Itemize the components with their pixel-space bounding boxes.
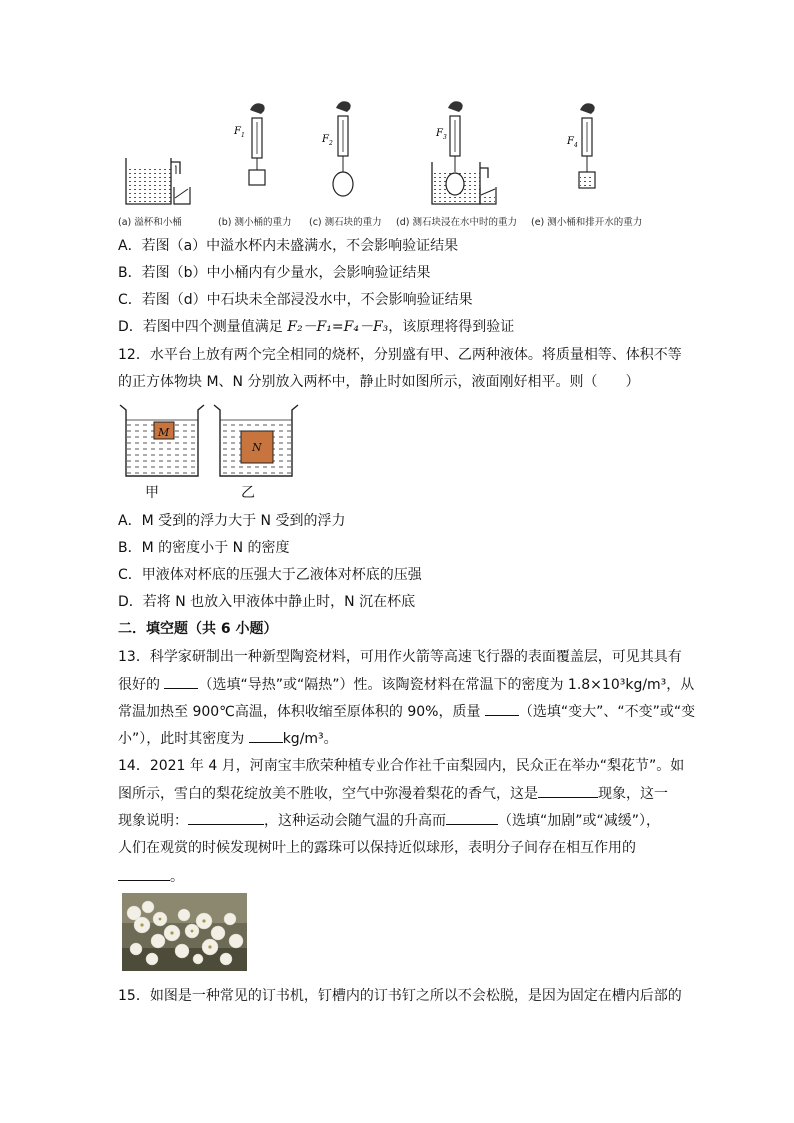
- q14-line5: 。: [118, 866, 184, 887]
- q12-stem-line1: 12．水平台上放有两个完全相同的烧杯，分别盛有甲、乙两种液体。将质量相等、体积不等: [118, 347, 682, 363]
- pear-blossom-photo: [122, 893, 247, 971]
- caption-a: (a) 溢杯和小桶: [118, 217, 182, 228]
- q11-option-c: C．若图（d）中石块未全部浸没水中，不会影响验证结果: [118, 292, 473, 308]
- q13-line3: 常温加热至 900℃高温，体积收缩至原体积的 90%，质量 （选填“变大”、“不变”或“变: [118, 701, 695, 722]
- caption-b: (b) 测小桶的重力: [218, 217, 292, 228]
- section2-title: 二．填空题（共 6 小题）: [118, 621, 278, 637]
- q12-stem-line2: 的正方体物块 M、N 分别放入两杯中，静止时如图所示，液面刚好相平。则（ ）: [118, 374, 640, 390]
- q11-option-d: D．若图中四个测量值满足 F₂－F₁=F₄－F₃，该原理将得到验证: [118, 319, 515, 335]
- spring-scale-b: [233, 103, 265, 185]
- q14-blank-1[interactable]: [538, 783, 598, 798]
- f3-label: F: [436, 128, 443, 139]
- formula: F₂－F₁=F₄－F₃: [287, 319, 389, 335]
- q12-option-d: D．若将 N 也放入甲液体中静止时，N 沉在杯底: [118, 594, 416, 610]
- q12-option-c: C．甲液体对杯底的压强大于乙液体对杯底的压强: [118, 567, 422, 583]
- caption-e: (e) 测小桶和排开水的重力: [531, 217, 643, 228]
- q11-option-b: B．若图（b）中小桶内有少量水，会影响验证结果: [118, 265, 431, 281]
- q13-blank-3[interactable]: [249, 728, 283, 743]
- q13-blank-2[interactable]: [485, 701, 519, 716]
- small-bucket-d: [480, 187, 496, 204]
- spring-scale-c: [321, 101, 353, 196]
- q15-line1: 15．如图是一种常见的订书机，钉槽内的订书钉之所以不会松脱，是因为固定在槽内后部的: [118, 988, 682, 1004]
- caption-c: (c) 测石块的重力: [309, 217, 382, 228]
- q14-blank-3[interactable]: [446, 810, 498, 825]
- q11-option-a: A．若图（a）中溢水杯内未盛满水，不会影响验证结果: [118, 238, 459, 254]
- f2-label: F: [322, 134, 329, 145]
- svg-text:1: 1: [241, 132, 245, 139]
- beaker-jia: [120, 405, 204, 476]
- svg-text:3: 3: [443, 134, 447, 141]
- q11-experiment-figure: [118, 96, 658, 212]
- spring-scale-d: [435, 101, 463, 172]
- beaker-yi: [214, 405, 298, 476]
- overflow-cup: [126, 158, 180, 204]
- q14-blank-2[interactable]: [188, 810, 264, 825]
- spring-scale-e: [566, 103, 595, 188]
- small-bucket-a: [174, 187, 190, 204]
- block-m-label: M: [158, 426, 170, 439]
- f1-label: F: [234, 126, 241, 137]
- q13-line2: 很好的 （选填“导热”或“隔热”）性。该陶瓷材料在常温下的密度为 1.8×10³kg/m³，从: [118, 674, 694, 695]
- q14-blank-4[interactable]: [118, 866, 170, 881]
- q13-line1: 13．科学家研制出一种新型陶瓷材料，可用作火箭等高速飞行器的表面覆盖层，可见其具有: [118, 649, 682, 665]
- q12-option-a: A．M 受到的浮力大于 N 受到的浮力: [118, 513, 346, 529]
- q13-line4: 小”），此时其密度为 kg/m³。: [118, 728, 338, 749]
- q13-blank-1[interactable]: [164, 674, 198, 689]
- q14-line4: 人们在观赏的时候发现树叶上的露珠可以保持近似球形，表明分子间存在相互作用的: [118, 840, 636, 856]
- caption-d: (d) 测石块浸在水中时的重力: [396, 217, 517, 228]
- svg-text:4: 4: [574, 142, 578, 149]
- f4-label: F: [567, 136, 574, 147]
- svg-text:2: 2: [329, 140, 333, 147]
- q14-line1: 14．2021 年 4 月，河南宝丰欣荣种植专业合作社千亩梨园内，民众正在举办“梨花节”。如: [118, 758, 685, 774]
- label-jia: 甲: [145, 485, 159, 501]
- label-yi: 乙: [241, 485, 255, 501]
- q14-line2: 图所示，雪白的梨花绽放美不胜收，空气中弥漫着梨花的香气，这是 现象，这一: [118, 783, 668, 804]
- block-n-label: N: [252, 441, 262, 454]
- q14-line3: 现象说明： ，这种运动会随气温的升高而 （选填“加剧”或“减缓”），: [118, 810, 660, 831]
- q12-option-b: B．M 的密度小于 N 的密度: [118, 540, 290, 556]
